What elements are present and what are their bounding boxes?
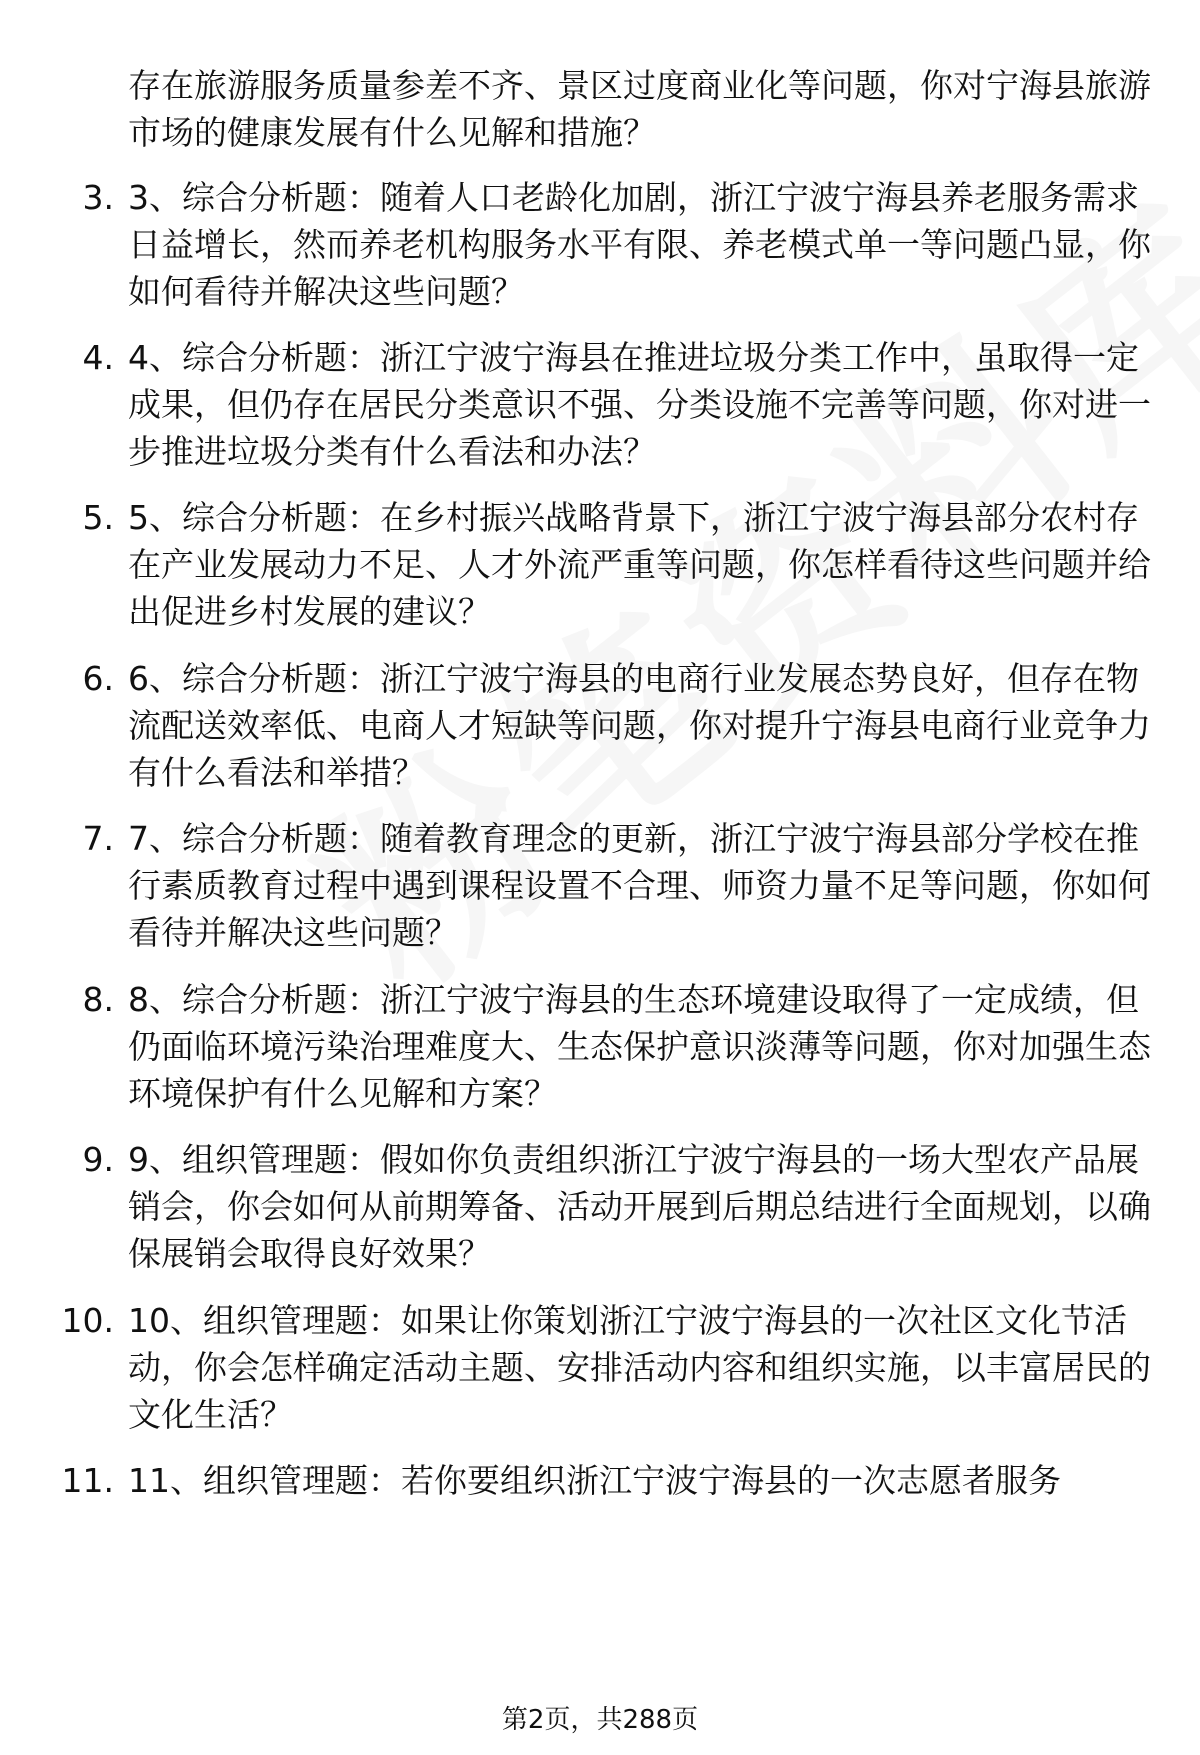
item-number: 10.: [61, 1301, 114, 1340]
item-number: 6.: [82, 659, 114, 698]
item-text: 5、综合分析题：在乡村振兴战略背景下，浙江宁波宁海县部分农村存在产业发展动力不足、人才外流严重等问题，你怎样看待这些问题并给出促进乡村发展的建议？: [128, 498, 1151, 631]
item-text: 4、综合分析题：浙江宁波宁海县在推进垃圾分类工作中，虽取得一定成果，但仍存在居民分类意识不强、分类设施不完善等问题，你对进一步推进垃圾分类有什么看法和办法？: [128, 338, 1151, 471]
item-text: 10、组织管理题：如果让你策划浙江宁波宁海县的一次社区文化节活动，你会怎样确定活动主题、安排活动内容和组织实施，以丰富居民的文化生活？: [128, 1301, 1151, 1434]
item-text: 3、综合分析题：随着人口老龄化加剧，浙江宁波宁海县养老服务需求日益增长，然而养老机构服务水平有限、养老模式单一等问题凸显，你如何看待并解决这些问题？: [128, 178, 1151, 311]
item-number: 5.: [82, 498, 114, 537]
item-number: 4.: [82, 338, 114, 377]
item-number: 11.: [61, 1461, 114, 1500]
item-number: 7.: [82, 819, 114, 858]
item-number: 9.: [82, 1140, 114, 1179]
item-text: 11、组织管理题：若你要组织浙江宁波宁海县的一次志愿者服务: [128, 1461, 1061, 1500]
item-text: 9、组织管理题：假如你负责组织浙江宁波宁海县的一场大型农产品展销会，你会如何从前期筹备、活动开展到后期总结进行全面规划，以确保展销会取得良好效果？: [128, 1140, 1151, 1273]
continuation-paragraph: 存在旅游服务质量参差不齐、景区过度商业化等问题，你对宁海县旅游市场的健康发展有什么见解和措施？: [128, 66, 1151, 152]
item-number: 3.: [82, 178, 114, 217]
page-footer: 第2页，共288页: [501, 1705, 699, 1735]
item-number: 8.: [82, 980, 114, 1019]
item-text: 8、综合分析题：浙江宁波宁海县的生态环境建设取得了一定成绩，但仍面临环境污染治理难度大、生态保护意识淡薄等问题，你对加强生态环境保护有什么见解和方案？: [128, 980, 1151, 1113]
item-text: 7、综合分析题：随着教育理念的更新，浙江宁波宁海县部分学校在推行素质教育过程中遇到课程设置不合理、师资力量不足等问题，你如何看待并解决这些问题？: [128, 819, 1151, 952]
item-text: 6、综合分析题：浙江宁波宁海县的电商行业发展态势良好，但存在物流配送效率低、电商人才短缺等问题，你对提升宁海县电商行业竞争力有什么看法和举措？: [128, 659, 1151, 792]
